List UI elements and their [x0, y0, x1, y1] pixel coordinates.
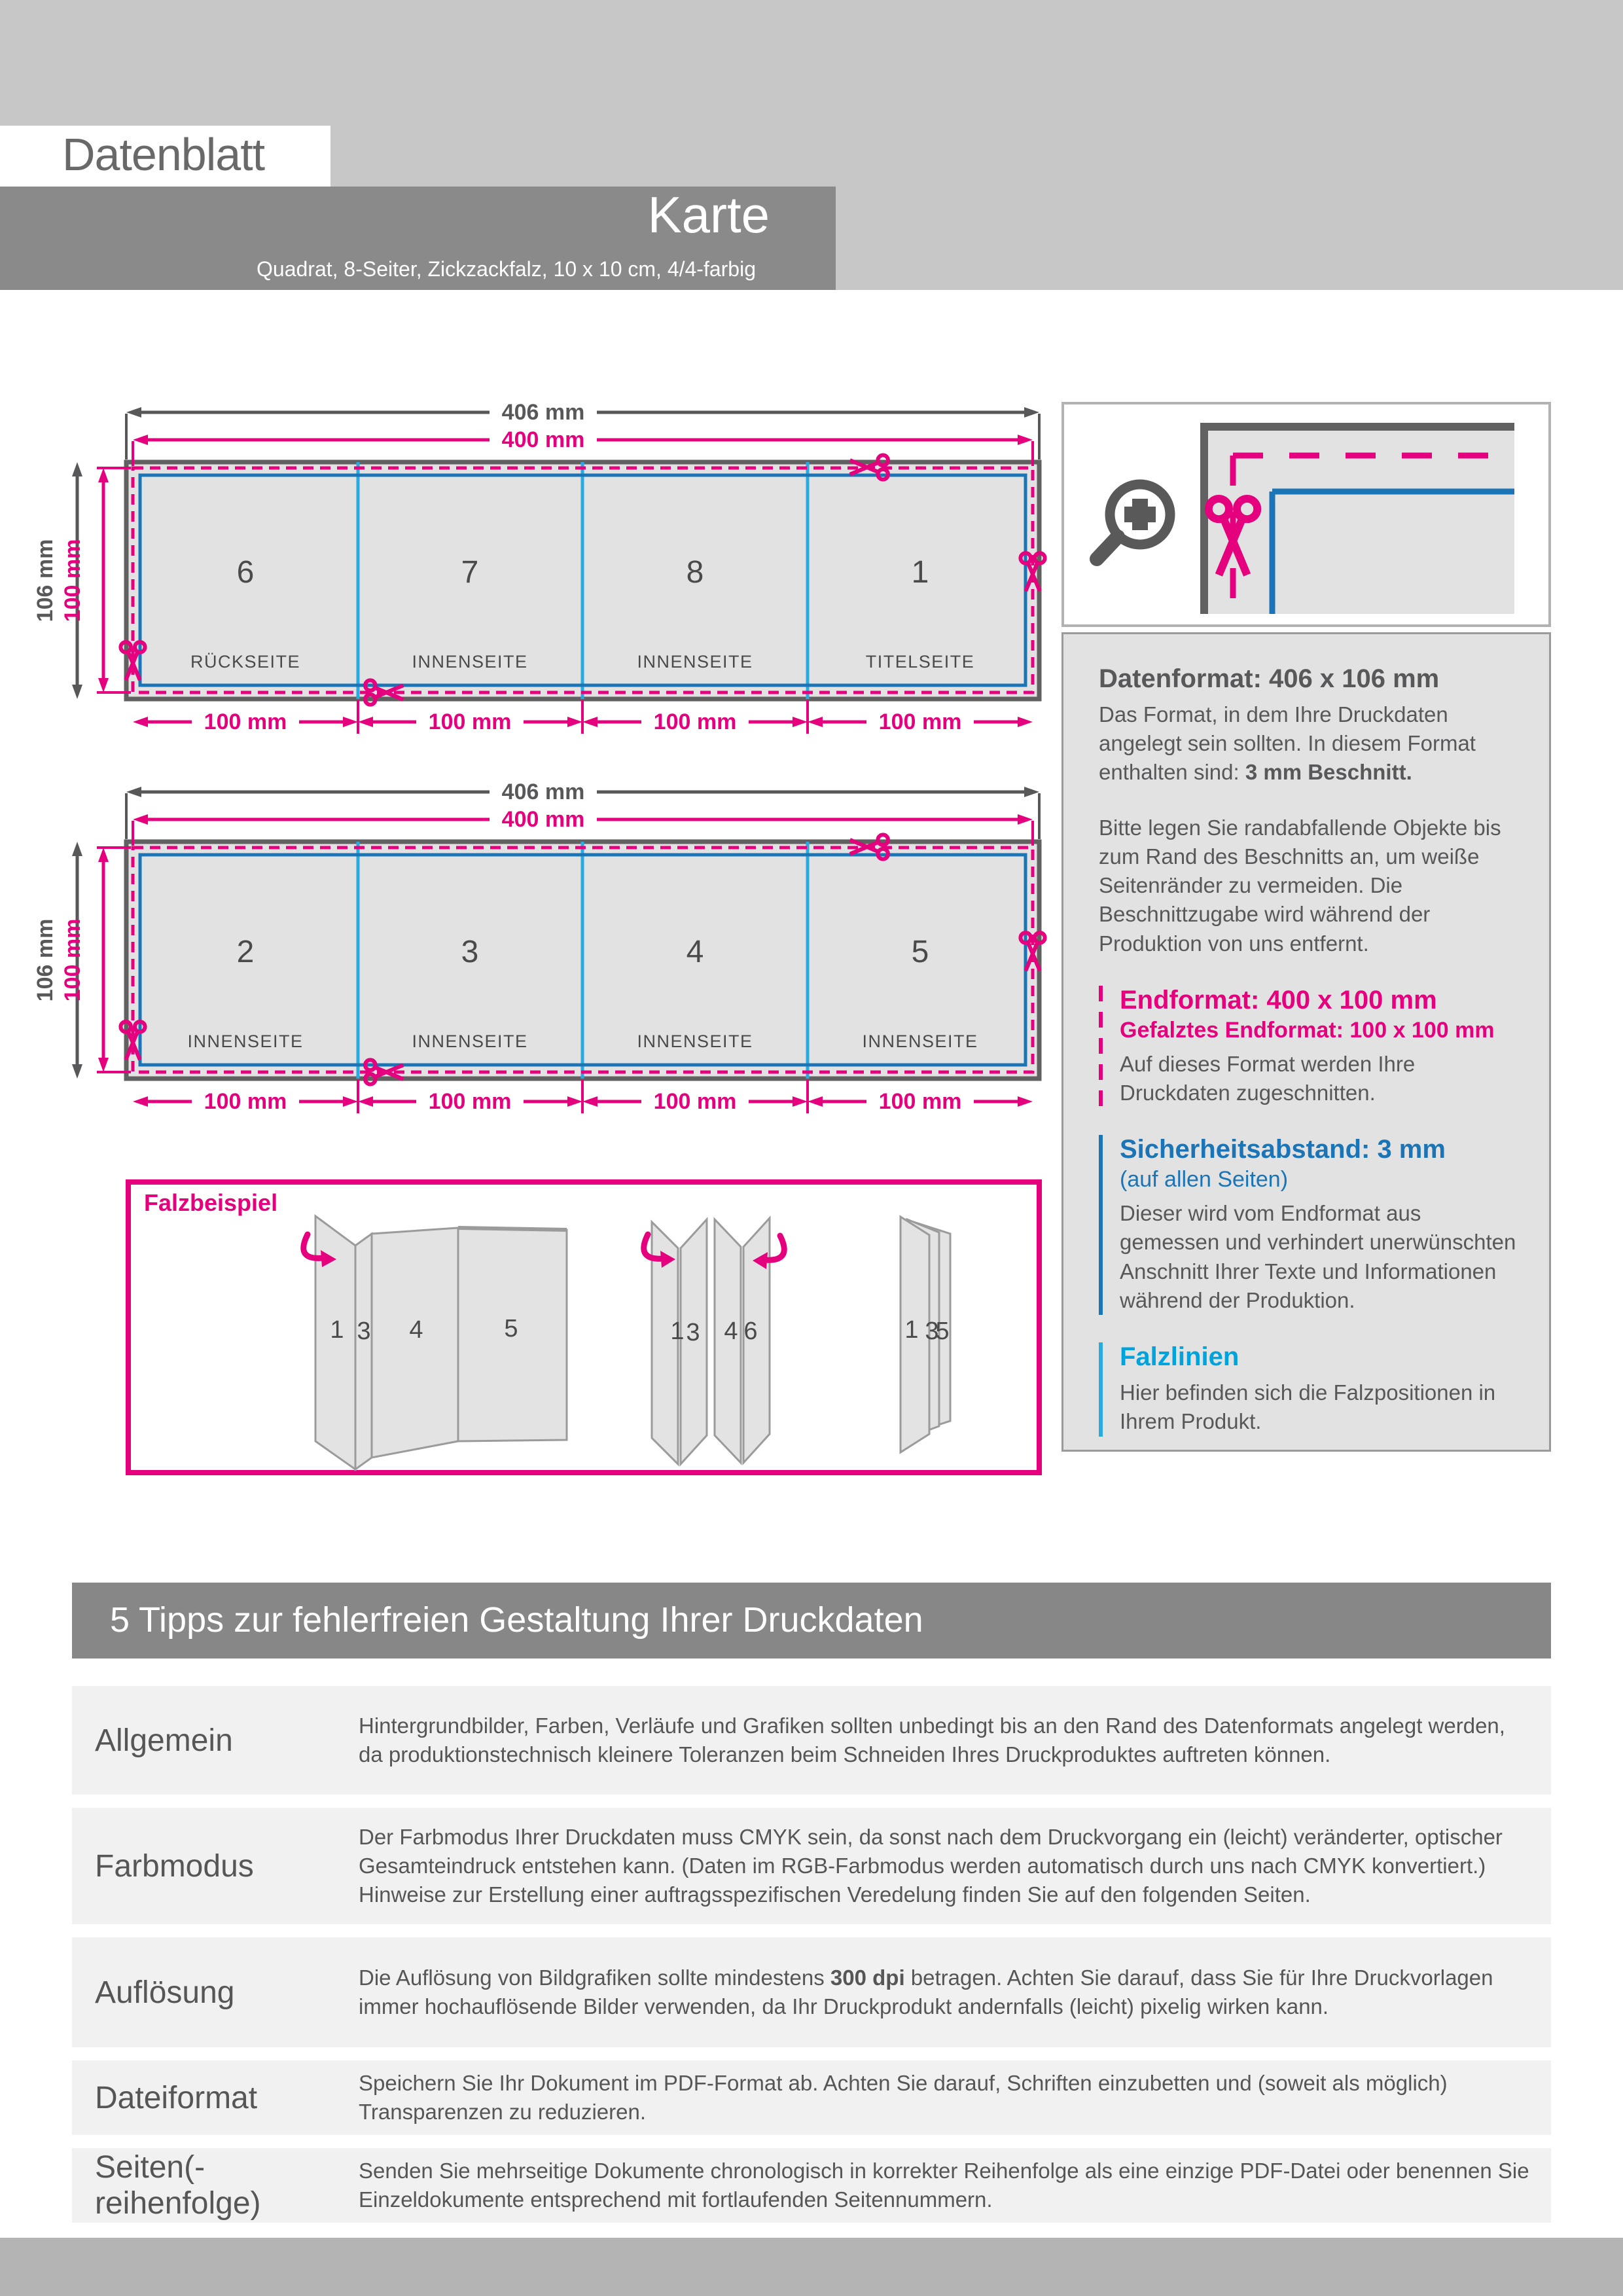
footer-band — [0, 2238, 1623, 2296]
panel-number: 4 — [686, 935, 704, 969]
diagram-bottom — [0, 772, 1113, 1139]
tip-text-post: betragen. Achten Sie darauf, dass Sie für Ihre Druckvorlagen immer hochauflösende Bilder verwenden, da Ihr Druckprodukt andernfalls (leicht) pixelig wirken kann. — [359, 1965, 1493, 2018]
arrow-icon — [126, 407, 141, 418]
tip-label: Dateiformat — [95, 2080, 258, 2115]
arrow-icon — [1024, 407, 1039, 418]
foldlines-block — [1099, 1342, 1522, 1436]
zoom-icon — [1097, 484, 1170, 559]
fold-panel-number: 3 — [686, 1319, 700, 1346]
dim-panel-width: 100 mm — [653, 709, 737, 734]
safety-accent-bar — [1099, 1135, 1103, 1315]
endformat-accent-bar — [1099, 986, 1103, 1107]
fold-panel-number: 5 — [504, 1315, 518, 1342]
endformat-block — [1099, 986, 1522, 1107]
datenformat-title: Datenformat: 406 x 106 mm — [1099, 664, 1440, 693]
dim-panel-width: 100 mm — [428, 709, 512, 734]
tip-text-pre: Die Auflösung von Bildgrafiken sollte mindestens — [359, 1965, 830, 1990]
panel-name: INNENSEITE — [412, 652, 528, 672]
format-info-panel — [1061, 632, 1551, 1452]
dim-trim-height: 100 mm — [60, 539, 85, 622]
arrow-icon — [72, 462, 82, 476]
fold-panel-number: 3 — [925, 1318, 939, 1345]
tip-label: Farbmodus — [95, 1848, 254, 1884]
detail-border-left — [1200, 423, 1208, 614]
panel-name: INNENSEITE — [637, 652, 753, 672]
product-title: Karte — [647, 186, 770, 243]
fold-step-1 — [315, 1216, 567, 1469]
tip-text — [359, 1964, 1551, 2021]
arrow-icon — [133, 435, 148, 445]
tips-banner — [72, 1583, 1551, 1659]
endformat-subtitle: Gefalztes Endformat: 100 x 100 mm — [1120, 1017, 1495, 1043]
arrow-icon — [98, 848, 109, 862]
safety-text: Dieser wird vom Endformat aus gemessen und verhindert unerwünschten Anschnitt Ihrer Texte und Informationen während der Produktion. — [1120, 1201, 1516, 1312]
arrow-icon — [98, 1058, 109, 1072]
fold-panel-number: 4 — [409, 1316, 423, 1344]
panel-number: 5 — [911, 935, 929, 969]
fold-panel-number: 6 — [743, 1318, 758, 1345]
tip-label: Auflösung — [95, 1975, 235, 2010]
tip-text: Speichern Sie Ihr Dokument im PDF-Format ab. Achten Sie darauf, Schriften einzubetten und (soweit als möglich) Transparenzen zu reduzieren. — [359, 2071, 1448, 2124]
fold-panel-number: 1 — [330, 1316, 344, 1344]
dim-panel-width: 100 mm — [204, 1089, 287, 1114]
tip-text: Senden Sie mehrseitige Dokumente chronologisch in korrekter Reihenfolge als eine einzige PDF-Datei oder benennen Sie Einzeldokumente entsprechend mit fortlaufenden Seitennummern. — [359, 2159, 1529, 2212]
datenformat-text-bold: 3 mm Beschnitt. — [1245, 760, 1412, 785]
dim-outer-width: 406 mm — [501, 400, 585, 425]
arrow-icon — [72, 842, 82, 856]
tip-label: Allgemein — [95, 1723, 233, 1758]
bleed-text: Bitte legen Sie randabfallende Objekte bis zum Rand des Beschnitts an, um weiße Seitenränder zu vermeiden. Die Beschnittzugabe wird während der Produktion von uns entfernt. — [1099, 815, 1501, 956]
foldlines-accent-bar — [1099, 1342, 1103, 1436]
corner-detail-box — [1061, 402, 1551, 627]
tip-text-bold: 300 dpi — [830, 1965, 905, 1990]
tip-row-farbmodus — [72, 1808, 1551, 1924]
panel-number: 7 — [461, 555, 479, 590]
fold-panel-number: 1 — [904, 1316, 919, 1344]
document-type-label: Datenblatt — [62, 128, 265, 180]
panel-number: 2 — [236, 935, 255, 969]
dim-trim-width: 400 mm — [501, 807, 585, 832]
foldlines-text: Hier befinden sich die Falzpositionen in Ihrem Produkt. — [1120, 1380, 1496, 1434]
arrow-icon — [1024, 787, 1039, 797]
fold-panel-number: 1 — [670, 1318, 685, 1345]
dim-outer-height: 106 mm — [33, 918, 58, 1002]
panel-name: INNENSEITE — [412, 1031, 528, 1051]
dim-outer-width: 406 mm — [501, 780, 585, 804]
dim-trim-height: 100 mm — [60, 918, 85, 1002]
endformat-text: Auf dieses Format werden Ihre Druckdaten zugeschnitten. — [1120, 1051, 1416, 1105]
fold-panel-number: 5 — [935, 1318, 950, 1345]
safety-block — [1099, 1135, 1522, 1315]
panel-name: INNENSEITE — [862, 1031, 978, 1051]
safety-title: Sicherheitsabstand: 3 mm — [1120, 1135, 1446, 1164]
arrow-icon — [98, 468, 109, 482]
fold-example-box — [126, 1179, 1042, 1475]
panel-number: 1 — [911, 555, 929, 590]
dim-trim-width: 400 mm — [501, 427, 585, 452]
panel-number: 6 — [236, 555, 255, 590]
detail-border-top — [1200, 423, 1514, 431]
foldlines-title: Falzlinien — [1120, 1342, 1240, 1372]
fold-panel-number: 3 — [357, 1318, 371, 1345]
safety-subtitle: (auf allen Seiten) — [1120, 1167, 1289, 1193]
dim-panel-width: 100 mm — [428, 1089, 512, 1114]
product-subtitle: Quadrat, 8-Seiter, Zickzackfalz, 10 x 10 cm, 4/4-farbig — [257, 257, 756, 281]
dim-panel-width: 100 mm — [653, 1089, 737, 1114]
tip-row-dateiformat — [72, 2060, 1551, 2135]
endformat-title: Endformat: 400 x 100 mm — [1120, 985, 1437, 1014]
fold-panel-number: 4 — [724, 1318, 738, 1345]
panel-number: 8 — [686, 555, 704, 590]
tip-text: Hintergrundbilder, Farben, Verläufe und Grafiken sollten unbedingt bis an den Rand des Datenformats angelegt werden, da produktionstechnisch kleinere Toleranzen beim Schneiden Ihres Druckproduktes auftreten können. — [359, 1713, 1505, 1767]
tip-text: Der Farbmodus Ihrer Druckdaten muss CMYK sein, da sonst nach dem Druckvorgang ein (leicht) veränderter, optischer Gesamteindruck entstehen kann. (Daten im RGB-Farbmodus werden automatisch durch uns nach CMYK konvertiert.) Hinweise zur Erstellung einer auftragsspezifischen Veredelung finden Sie auf den folgenden Seiten. — [359, 1825, 1503, 1907]
document-type-box — [0, 126, 330, 187]
panel-number: 3 — [461, 935, 479, 969]
tip-row-aufloesung — [72, 1937, 1551, 2047]
dim-panel-width: 100 mm — [204, 709, 287, 734]
tip-row-seitenreihenfolge — [72, 2148, 1551, 2223]
diagram-top — [0, 393, 1113, 759]
arrow-icon — [133, 814, 148, 825]
tip-label: Seiten(-reihenfolge) — [95, 2150, 261, 2221]
arrow-icon — [1018, 435, 1033, 445]
product-title-band — [0, 187, 836, 290]
tip-row-allgemein — [72, 1686, 1551, 1795]
datenformat-text-body: Das Format, in dem Ihre Druckdaten angelegt sein sollten. In diesem Format enthalten sind: — [1099, 702, 1476, 785]
arrow-icon — [72, 1064, 82, 1079]
arrow-icon — [72, 685, 82, 699]
corner-detail-graphic — [1064, 404, 1548, 624]
dim-panel-width: 100 mm — [878, 709, 962, 734]
dim-panel-width: 100 mm — [878, 1089, 962, 1114]
panel-name: RÜCKSEITE — [190, 652, 301, 672]
arrow-icon — [1018, 814, 1033, 825]
arrow-icon — [126, 787, 141, 797]
arrow-icon — [98, 678, 109, 692]
panel-name: INNENSEITE — [187, 1031, 304, 1051]
datenformat-text — [1099, 700, 1521, 787]
fold-example-title: Falzbeispiel — [144, 1189, 278, 1216]
tips-banner-title: 5 Tipps zur fehlerfreien Gestaltung Ihrer Druckdaten — [110, 1600, 923, 1640]
dim-outer-height: 106 mm — [33, 539, 58, 622]
panel-name: INNENSEITE — [637, 1031, 753, 1051]
panel-name: TITELSEITE — [865, 652, 975, 672]
